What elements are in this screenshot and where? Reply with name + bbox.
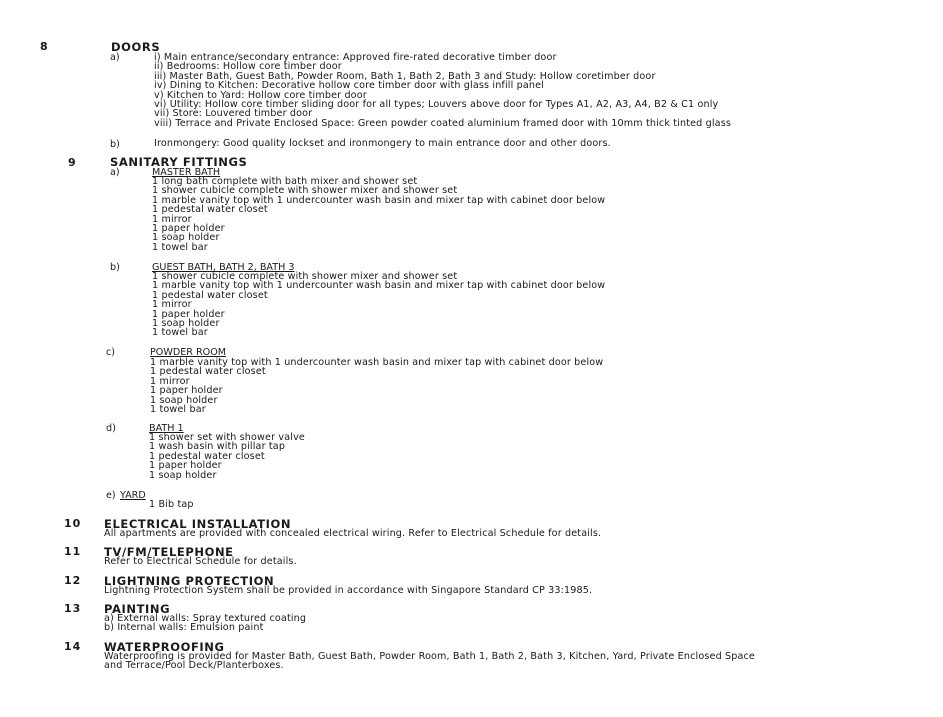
list-item: 1 paper holder: [152, 222, 225, 234]
list-item: 1 pedestal water closet: [150, 366, 266, 378]
section-title: ELECTRICAL INSTALLATION: [104, 517, 292, 531]
list-item: 1 pedestal water closet: [149, 450, 265, 462]
list-item: viii) Terrace and Private Enclosed Space: Green powder coated aluminium framed door with 10mm thick tinted glass: [154, 117, 731, 129]
list-item: 1 marble vanity top with 1 undercounter wash basin and mixer tap with cabinet door below: [150, 357, 604, 368]
list-item: 1 paper holder: [149, 460, 222, 472]
list-item: 1 shower cubicle complete with shower mixer and shower set: [152, 185, 458, 197]
section-number: 11: [64, 545, 82, 558]
section-title: DOORS: [111, 40, 161, 54]
list-item: v) Kitchen to Yard: Hollow core timber door: [154, 89, 367, 101]
fittings-list: [152, 177, 605, 252]
item-label: b): [110, 139, 120, 150]
list-item: vi) Utility: Hollow core timber sliding door for all types; Louvers above door for Types A1, A2, A3, A4, B2 & C1 only: [154, 98, 719, 110]
list-item: ii) Bedrooms: Hollow core timber door: [154, 61, 342, 73]
section-number: 12: [64, 574, 82, 587]
list-item: 1 wash basin with pillar tap: [149, 441, 286, 453]
line: a) External walls: Spray textured coating: [104, 613, 307, 624]
list-item: 1 soap holder: [152, 317, 220, 329]
group-title: GUEST BATH, BATH 2, BATH 3: [152, 262, 295, 273]
group-title: MASTER BATH: [152, 167, 221, 178]
list-item: 1 towel bar: [152, 327, 208, 339]
list-item: 1 marble vanity top with 1 undercounter wash basin and mixer tap with cabinet door below: [152, 280, 606, 292]
fittings-list: [149, 433, 305, 480]
section-lines: [104, 652, 755, 671]
group-label: a): [110, 167, 120, 178]
section-text: Lightning Protection System shall be provided in accordance with Singapore Standard CP 33:1985.: [104, 585, 593, 596]
section-title: LIGHTNING PROTECTION: [104, 574, 275, 588]
list-item: 1 soap holder: [149, 469, 217, 481]
fittings-list: [152, 272, 605, 338]
group-title: YARD: [120, 490, 146, 501]
group-title: BATH 1: [149, 423, 184, 434]
section-number: 10: [64, 517, 82, 530]
list-item: 1 pedestal water closet: [152, 289, 268, 301]
section-text: Refer to Electrical Schedule for details.: [104, 556, 297, 567]
list-item: iv) Dining to Kitchen: Decorative hollow core timber door with glass infill panel: [154, 80, 544, 92]
list-item: 1 paper holder: [150, 385, 223, 397]
group-title: POWDER ROOM: [150, 347, 227, 358]
list-item: 1 mirror: [152, 213, 192, 225]
list-item: 1 mirror: [150, 375, 190, 387]
doors-list: [154, 53, 731, 128]
section-number: 14: [64, 640, 82, 653]
list-item: 1 long bath complete with bath mixer and shower set: [152, 176, 418, 187]
line: Waterproofing is provided for Master Bath, Guest Bath, Powder Room, Bath 1, Bath 2, Bath 3, Kitchen, Yard, Private Enclosed Space: [104, 651, 755, 662]
fittings-list: [149, 500, 194, 509]
line: b) Internal walls: Emulsion paint: [104, 622, 264, 634]
section-title: PAINTING: [104, 602, 171, 616]
list-item: 1 marble vanity top with 1 undercounter wash basin and mixer tap with cabinet door below: [152, 194, 606, 206]
section-text: All apartments are provided with concealed electrical wiring. Refer to Electrical Schedule for details.: [104, 528, 602, 539]
list-item: 1 shower set with shower valve: [149, 432, 305, 443]
list-item: 1 pedestal water closet: [152, 204, 268, 216]
list-item: 1 soap holder: [152, 232, 220, 244]
list-item: 1 towel bar: [150, 403, 206, 415]
list-item: iii) Master Bath, Guest Bath, Powder Room, Bath 1, Bath 2, Bath 3 and Study: Hollow coretimber door: [154, 70, 656, 82]
group-label: d): [106, 423, 116, 434]
section-number: 13: [64, 602, 82, 615]
group-label: c): [106, 347, 116, 358]
fittings-list: [150, 358, 603, 414]
list-item: 1 soap holder: [150, 394, 218, 406]
section-title: WATERPROOFING: [104, 640, 225, 654]
group-label: b): [110, 262, 120, 273]
section-number: 9: [68, 156, 77, 169]
line: and Terrace/Pool Deck/Planterboxes.: [104, 660, 284, 672]
item-label: a): [110, 52, 120, 63]
list-item: vii) Store: Louvered timber door: [154, 108, 313, 120]
list-item: 1 paper holder: [152, 308, 225, 320]
section-lines: [104, 614, 306, 633]
ironmongery-text: Ironmongery: Good quality lockset and ironmongery to main entrance door and other doors.: [154, 138, 611, 149]
list-item: 1 Bib tap: [149, 499, 194, 510]
section-title: TV/FM/TELEPHONE: [104, 545, 234, 559]
section-title: SANITARY FITTINGS: [110, 155, 248, 169]
list-item: i) Main entrance/secondary entrance: Approved fire-rated decorative timber door: [154, 52, 557, 63]
list-item: 1 towel bar: [152, 241, 208, 253]
list-item: 1 mirror: [152, 299, 192, 311]
list-item: 1 shower cubicle complete with shower mixer and shower set: [152, 271, 458, 282]
group-label: e): [106, 490, 116, 501]
section-number: 8: [40, 40, 49, 53]
